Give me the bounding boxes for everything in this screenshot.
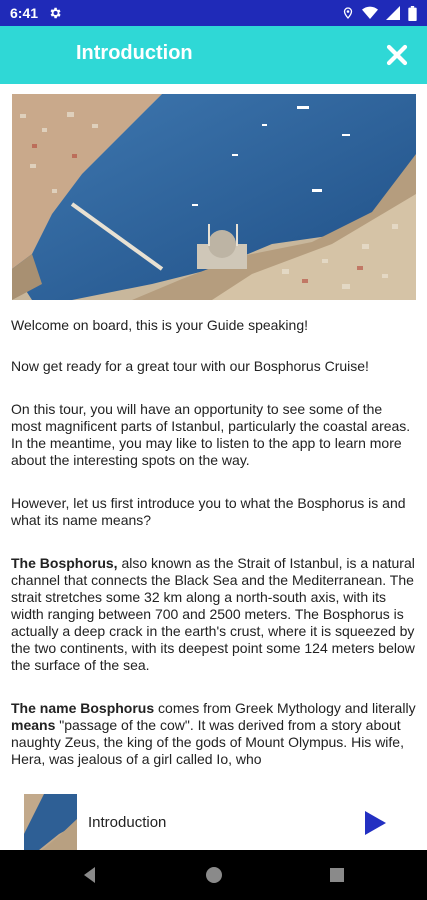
status-bar [0,0,427,26]
paragraph-text: On this tour, you will have an opportunity to see some of the most magnificent parts of Istanbul, particularly the coastal areas. In the meantime, you may like to listen to the app to learn more about the interesting spots on the way. [11,401,411,468]
paragraph-text: Welcome on board, this is your Guide speaking! [11,317,309,333]
gear-icon [48,6,62,20]
back-icon[interactable] [80,865,100,885]
paragraph-text: "passage of the cow". It was derived from a story about naughty Zeus, the king of the gods of Mount Olympus. His wife, Hera, was jealous of a girl called Io, who [11,717,404,767]
battery-icon [408,6,417,21]
paragraph-text: comes from Greek Mythology and literally [154,700,416,716]
mini-player[interactable] [0,794,427,850]
status-time: 6:41 [10,5,39,21]
close-icon[interactable] [385,43,409,67]
paragraph-text: also known as the Strait of Istanbul, is a natural channel that connects the Black Sea and the Mediterranean. The strait stretches some 32 km along a north-south axis, with its width ranging between 700 and 2500 meters. The Bosphorus is actually a deep crack in the earth's crust, where it is squeezed by the two continents, with its deepest point some 124 meters below the surface of the sea. [11,555,415,673]
paragraph [11,401,416,469]
track-title: Introduction [88,814,167,831]
content-scroll[interactable] [0,84,427,794]
track-thumbnail [24,794,77,850]
bold-text: means [11,717,56,733]
paragraph [11,317,416,334]
wifi-icon [362,6,378,20]
hero-image [12,94,416,300]
paragraph [11,555,416,674]
signal-icon [386,6,400,20]
home-icon[interactable] [204,865,224,885]
paragraph-text: Now get ready for a great tour with our Bosphorus Cruise! [11,358,369,374]
paragraph-text: However, let us first introduce you to what the Bosphorus is and what its name means? [11,495,406,528]
page-title: Introduction [76,42,193,64]
bold-text: The Bosphorus, [11,555,118,571]
location-icon [342,6,354,20]
recents-icon[interactable] [327,865,347,885]
paragraph [11,495,416,529]
guide-text [11,317,416,794]
paragraph [11,358,416,375]
app-bar [0,26,427,84]
paragraph [11,700,416,768]
play-icon[interactable] [363,810,387,836]
bold-text: The name Bosphorus [11,700,155,716]
nav-bar [0,850,427,900]
